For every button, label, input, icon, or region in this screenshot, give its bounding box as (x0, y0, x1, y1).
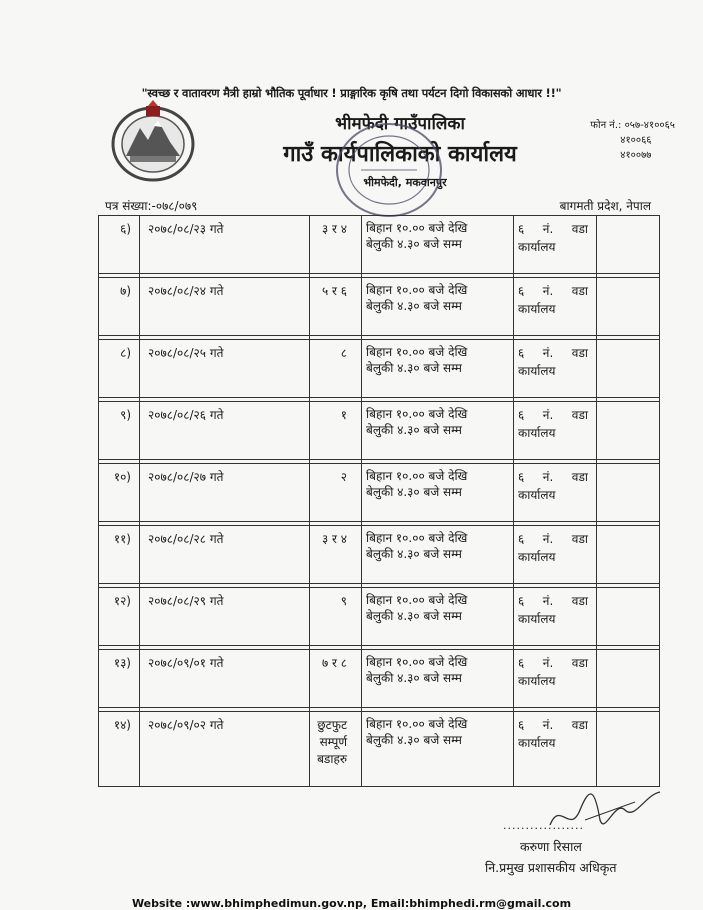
ward-cell: ७ र ८ (310, 650, 362, 708)
time-end: बेलुकी ४.३० बजे सम्म (366, 733, 462, 747)
time-start: बिहान १०.०० बजे देखि (366, 593, 468, 607)
date-cell: २०७८/०८/२७ गते (140, 464, 310, 522)
venue-word: ६ (518, 532, 525, 546)
venue-line-2: कार्यालय (518, 736, 556, 750)
date-cell: २०७८/०८/२५ गते (140, 340, 310, 398)
date-cell: २०७८/०८/२४ गते (140, 278, 310, 336)
venue-word: नं. (542, 718, 554, 732)
remarks-cell (597, 464, 660, 522)
municipality-emblem-icon (108, 100, 198, 182)
table-row (99, 464, 660, 522)
time-cell (362, 588, 514, 646)
venue-line-2: कार्यालय (518, 612, 556, 626)
venue-word: वडा (571, 718, 588, 732)
office-title: गाउँ कार्यपालिकाको कार्यालय (283, 142, 517, 167)
venue-word: नं. (542, 470, 554, 484)
venue-line-1 (518, 220, 592, 238)
municipality-name: भीमफेदी गाउँपालिका (335, 114, 465, 134)
table-row (99, 588, 660, 646)
venue-word: नं. (542, 408, 554, 422)
venue-line-2: कार्यालय (518, 674, 556, 688)
venue-word: ६ (518, 594, 525, 608)
time-start: बिहान १०.०० बजे देखि (366, 655, 468, 669)
venue-line-1 (518, 716, 592, 734)
serial-number-cell: १४) (99, 712, 140, 787)
province-label: बागमती प्रदेश, नेपाल (559, 199, 651, 213)
remarks-cell (597, 526, 660, 584)
venue-line-2: कार्यालय (518, 426, 556, 440)
time-cell (362, 464, 514, 522)
date-cell: २०७८/०९/०२ गते (140, 712, 310, 787)
serial-number-cell: १३) (99, 650, 140, 708)
ward-cell: ९ (310, 588, 362, 646)
ward-cell: ५ र ६ (310, 278, 362, 336)
venue-cell (514, 278, 597, 336)
time-cell (362, 402, 514, 460)
ward-cell: ८ (310, 340, 362, 398)
reference-number: पत्र संख्या:-०७८/०७९ (105, 199, 198, 213)
remarks-cell (597, 588, 660, 646)
remarks-cell (597, 402, 660, 460)
schedule-table-body (99, 216, 660, 787)
venue-line-2: कार्यालय (518, 240, 556, 254)
venue-cell (514, 712, 597, 787)
venue-word: ६ (518, 656, 525, 670)
venue-line-2: कार्यालय (518, 364, 556, 378)
time-cell (362, 216, 514, 274)
venue-word: वडा (571, 656, 588, 670)
venue-word: नं. (542, 222, 554, 236)
phone-numbers (590, 118, 675, 163)
table-row (99, 278, 660, 336)
time-cell (362, 712, 514, 787)
serial-number-cell: ६) (99, 216, 140, 274)
footer-contact: Website :www.bhimphedimun.gov.np, Email:bhimphedi.rm@gmail.com (131, 897, 572, 910)
venue-word: नं. (542, 532, 554, 546)
schedule-table (98, 215, 660, 787)
office-address: भीमफेदी, मकवानपुर (363, 176, 447, 189)
time-cell (362, 526, 514, 584)
remarks-cell (597, 278, 660, 336)
ward-cell: ३ र ४ (310, 526, 362, 584)
date-cell: २०७८/०८/२६ गते (140, 402, 310, 460)
serial-number-cell: ८) (99, 340, 140, 398)
remarks-cell (597, 340, 660, 398)
venue-word: वडा (571, 470, 588, 484)
time-start: बिहान १०.०० बजे देखि (366, 407, 468, 421)
table-row (99, 340, 660, 398)
ward-cell: छुटफुट सम्पूर्ण बडाहरु (310, 712, 362, 787)
ward-cell: ३ र ४ (310, 216, 362, 274)
venue-word: वडा (571, 408, 588, 422)
venue-line-1 (518, 654, 592, 672)
venue-word: वडा (571, 532, 588, 546)
venue-word: ६ (518, 346, 525, 360)
time-cell (362, 650, 514, 708)
table-row (99, 526, 660, 584)
date-cell: २०७८/०९/०१ गते (140, 650, 310, 708)
venue-line-2: कार्यालय (518, 488, 556, 502)
venue-cell (514, 464, 597, 522)
venue-cell (514, 650, 597, 708)
venue-word: ६ (518, 284, 525, 298)
table-row (99, 650, 660, 708)
venue-word: ६ (518, 222, 525, 236)
venue-word: वडा (571, 222, 588, 236)
time-end: बेलुकी ४.३० बजे सम्म (366, 609, 462, 623)
venue-word: नं. (542, 594, 554, 608)
serial-number-cell: ७) (99, 278, 140, 336)
venue-cell (514, 216, 597, 274)
venue-word: ६ (518, 718, 525, 732)
venue-line-2: कार्यालय (518, 550, 556, 564)
date-cell: २०७८/०८/२९ गते (140, 588, 310, 646)
date-cell: २०७८/०८/२८ गते (140, 526, 310, 584)
remarks-cell (597, 650, 660, 708)
venue-word: वडा (571, 346, 588, 360)
venue-word: नं. (542, 284, 554, 298)
time-end: बेलुकी ४.३० बजे सम्म (366, 485, 462, 499)
venue-line-1 (518, 530, 592, 548)
time-start: बिहान १०.०० बजे देखि (366, 469, 468, 483)
time-start: बिहान १०.०० बजे देखि (366, 221, 468, 235)
time-end: बेलुकी ४.३० बजे सम्म (366, 671, 462, 685)
venue-word: ६ (518, 408, 525, 422)
table-row (99, 216, 660, 274)
venue-line-1 (518, 406, 592, 424)
ward-cell: २ (310, 464, 362, 522)
remarks-cell (597, 712, 660, 787)
office-stamp-icon (333, 120, 445, 220)
venue-word: ६ (518, 470, 525, 484)
phone-line-2: ४१००६६ (620, 135, 652, 146)
serial-number-cell: १०) (99, 464, 140, 522)
ward-cell: १ (310, 402, 362, 460)
time-end: बेलुकी ४.३० बजे सम्म (366, 299, 462, 313)
date-cell: २०७८/०८/२३ गते (140, 216, 310, 274)
table-row (99, 712, 660, 787)
remarks-cell (597, 216, 660, 274)
venue-line-2: कार्यालय (518, 302, 556, 316)
venue-line-1 (518, 468, 592, 486)
signer-name: करुणा रिसाल (520, 839, 582, 854)
time-start: बिहान १०.०० बजे देखि (366, 283, 468, 297)
time-cell (362, 340, 514, 398)
slogan: "स्वच्छ र वातावरण मैत्री हाम्रो भौतिक पूर्वाधार ! प्राङ्गारिक कृषि तथा पर्यटन दिगो विकासको आधार !!" (141, 86, 562, 100)
venue-cell (514, 340, 597, 398)
venue-word: नं. (542, 656, 554, 670)
venue-line-1 (518, 344, 592, 362)
time-end: बेलुकी ४.३० बजे सम्म (366, 423, 462, 437)
venue-word: वडा (571, 594, 588, 608)
time-cell (362, 278, 514, 336)
signature-line: .................. (503, 819, 584, 832)
venue-word: नं. (542, 346, 554, 360)
venue-line-1 (518, 592, 592, 610)
venue-line-1 (518, 282, 592, 300)
signer-designation: नि.प्रमुख प्रशासकीय अधिकृत (485, 860, 617, 875)
phone-line-1: फोन नं.: ०५७-४१००६५ (590, 120, 675, 131)
time-start: बिहान १०.०० बजे देखि (366, 531, 468, 545)
serial-number-cell: ९) (99, 402, 140, 460)
time-start: बिहान १०.०० बजे देखि (366, 345, 468, 359)
venue-cell (514, 402, 597, 460)
time-start: बिहान १०.०० बजे देखि (366, 717, 468, 731)
time-end: बेलुकी ४.३० बजे सम्म (366, 361, 462, 375)
serial-number-cell: १२) (99, 588, 140, 646)
venue-word: वडा (571, 284, 588, 298)
venue-cell (514, 526, 597, 584)
time-end: बेलुकी ४.३० बजे सम्म (366, 547, 462, 561)
table-row (99, 402, 660, 460)
venue-cell (514, 588, 597, 646)
time-end: बेलुकी ४.३० बजे सम्म (366, 237, 462, 251)
phone-line-3: ४१००७७ (620, 150, 652, 161)
serial-number-cell: ११) (99, 526, 140, 584)
